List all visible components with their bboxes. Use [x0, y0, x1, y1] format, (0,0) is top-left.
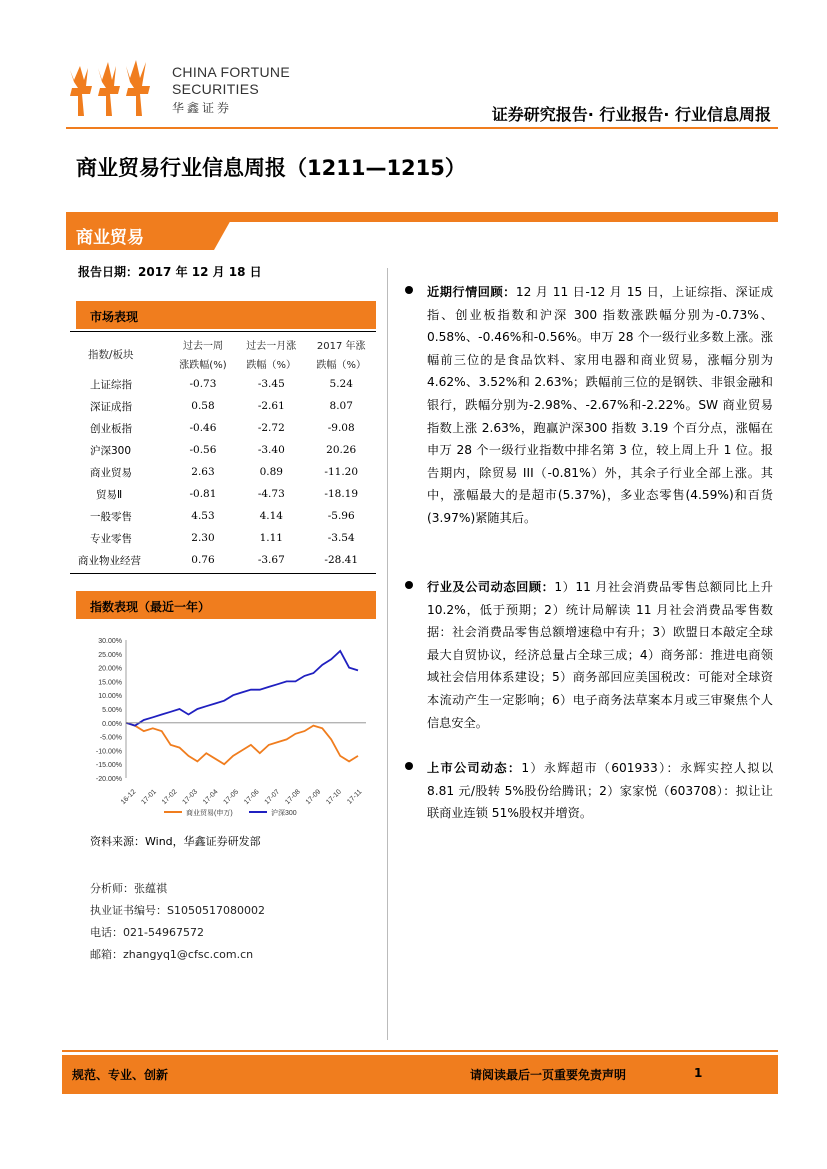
table-row	[70, 395, 376, 417]
bullet-label: 近期行情回顾：	[427, 285, 516, 299]
row-week: 2.30	[191, 532, 215, 544]
bullet-industry-news	[405, 576, 773, 734]
x-tick-label: 17-04	[201, 788, 220, 807]
bullet-icon	[405, 762, 413, 770]
chart-heading: 指数表现（最近一年）	[76, 591, 376, 619]
x-tick-label: 17-08	[284, 788, 302, 807]
bullet-company-news	[405, 757, 773, 825]
bullet-market-review	[405, 281, 773, 530]
footer-motto: 规范、专业、创新	[72, 1068, 169, 1082]
y-tick-label: -15.00%	[95, 762, 122, 770]
logo-line2: SECURITIES	[172, 81, 260, 97]
row-name: 深证成指	[90, 400, 132, 413]
row-year: -28.41	[324, 554, 359, 566]
row-name: 专业零售	[90, 532, 132, 545]
bullet-text: 1）永辉超市（601933）：永辉实控人拟以 8.81 元/股转 5%股份给腾讯；2）家家悦（603708）：拟让让联商业连锁 51%股权并增资。	[427, 761, 774, 821]
market-table-bottom	[70, 573, 376, 574]
bullet-icon	[405, 581, 413, 589]
row-year: -5.96	[327, 510, 355, 522]
col3-line2: 跌幅（%）	[316, 360, 366, 371]
col1-line2: 涨跌幅(%)	[179, 360, 227, 371]
row-week: 0.76	[191, 554, 215, 566]
bullet-label: 行业及公司动态回顾：	[427, 580, 555, 594]
table-row	[70, 439, 376, 461]
x-tick-label: 17-09	[304, 788, 323, 807]
y-tick-label: 25.00%	[98, 651, 122, 659]
analyst-email[interactable]: 邮箱：zhangyq1@cfsc.com.cn	[90, 948, 254, 961]
table-row	[70, 505, 376, 527]
table-header-row	[70, 335, 376, 354]
table-row	[70, 417, 376, 439]
x-tick-label: 17-03	[181, 788, 200, 807]
bullet-text: 1）11 月社会消费品零售总额同比上升 10.2%，低于预期；2）统计局解读 11 月社会消费品零售数据：社会消费品零售总额增速稳中有升；3）欧盟日本敲定全球最大自贸协议，经济总量占全球三成；4）商务部：推进电商领域社会信用体系建设；5）商务部回应美国税改：可能对全球资本流动产生一定影响；6）电子商务法草案本月或三审聚焦个人信息安全。	[427, 580, 773, 730]
row-month: -3.45	[257, 378, 285, 390]
x-tick-label: 17-01	[140, 788, 158, 807]
row-week: -0.46	[189, 422, 217, 434]
industry-tab: 商业贸易	[66, 218, 214, 250]
logo-wordmark	[172, 64, 290, 98]
col-label: 指数/板块	[88, 348, 134, 361]
market-heading: 市场表现	[76, 301, 376, 329]
series-line-1	[126, 651, 358, 726]
row-month: -2.61	[257, 400, 285, 412]
market-table	[70, 335, 376, 571]
row-name: 商业贸易	[90, 466, 132, 479]
row-month: 0.89	[259, 466, 283, 478]
row-year: -9.08	[327, 422, 355, 434]
col3-line1: 2017 年涨	[316, 341, 366, 352]
row-name: 上证综指	[90, 378, 132, 391]
analyst-license: 执业证书编号：S1050517080002	[90, 904, 265, 917]
table-row	[70, 527, 376, 549]
market-table-top	[70, 331, 376, 332]
row-month: -3.67	[257, 554, 285, 566]
row-month: -2.72	[257, 422, 285, 434]
table-row	[70, 373, 376, 395]
x-tick-label: 17-11	[346, 788, 364, 806]
x-tick-label: 17-07	[263, 788, 282, 807]
series-line-0	[126, 723, 358, 764]
row-week: 0.58	[191, 400, 215, 412]
bullet-icon	[405, 286, 413, 294]
col2-line1: 过去一月涨	[246, 341, 297, 352]
y-tick-label: 5.00%	[102, 707, 122, 714]
x-tick-label: 17-10	[325, 788, 343, 807]
row-year: -11.20	[324, 466, 359, 478]
y-tick-label: 20.00%	[98, 665, 122, 673]
col1-line1: 过去一周	[182, 341, 223, 352]
legend-label: 沪深300	[271, 810, 297, 817]
row-week: -0.73	[189, 378, 217, 390]
company-logo	[66, 56, 162, 120]
row-week: -0.56	[189, 444, 217, 456]
logo-chinese: 华鑫证券	[172, 101, 233, 115]
y-tick-label: 30.00%	[98, 638, 122, 645]
y-tick-label: -5.00%	[99, 734, 122, 742]
source-note: 资料来源：Wind，华鑫证券研发部	[90, 835, 261, 848]
y-tick-label: 15.00%	[98, 679, 122, 687]
row-name: 沪深300	[90, 444, 132, 457]
row-name: 商业物业经营	[78, 554, 141, 567]
y-tick-label: -10.00%	[95, 748, 122, 756]
table-row	[70, 461, 376, 483]
header-divider	[66, 127, 778, 129]
index-chart-svg	[84, 628, 374, 828]
y-tick-label: -20.00%	[95, 776, 122, 783]
report-date: 报告日期：2017 年 12 月 18 日	[78, 265, 262, 279]
legend-label: 商业贸易(申万)	[186, 810, 233, 817]
row-name: 创业板指	[90, 422, 132, 435]
page-footer	[62, 1055, 778, 1094]
x-tick-label: 17-05	[222, 788, 241, 807]
row-name: 一般零售	[90, 510, 132, 523]
x-tick-label: 17-02	[160, 788, 179, 807]
row-year: 8.07	[329, 400, 353, 412]
row-year: 20.26	[326, 444, 357, 456]
footer-rule	[62, 1050, 778, 1052]
y-tick-label: 10.00%	[98, 693, 122, 701]
row-month: 4.14	[259, 510, 283, 522]
analyst-name: 分析师：张蕴祺	[90, 882, 167, 895]
row-year: -3.54	[327, 532, 355, 544]
x-tick-label: 17-06	[243, 788, 261, 807]
analyst-phone: 电话：021-54967572	[90, 926, 204, 939]
row-year: -18.19	[324, 488, 359, 500]
row-week: -0.81	[189, 488, 217, 500]
col2-line2: 跌幅（%）	[246, 360, 297, 371]
table-row	[70, 549, 376, 571]
row-month: -3.40	[257, 444, 285, 456]
row-week: 4.53	[191, 510, 215, 522]
x-tick-label: 16-12	[119, 788, 138, 807]
report-category: 证券研究报告· 行业报告· 行业信息周报	[491, 105, 771, 124]
analyst-info	[90, 878, 265, 966]
table-row	[70, 483, 376, 505]
index-chart	[84, 628, 374, 828]
page-number: 1	[694, 1066, 703, 1080]
page-title: 商业贸易行业信息周报（1211—1215）	[76, 156, 466, 180]
row-month: -4.73	[257, 488, 285, 500]
y-tick-label: 0.00%	[102, 720, 122, 728]
bullet-label: 上市公司动态：	[427, 761, 522, 775]
row-week: 2.63	[191, 466, 215, 478]
row-month: 1.11	[259, 532, 283, 544]
row-year: 5.24	[329, 378, 353, 390]
bullet-text: 12 月 11 日-12 月 15 日，上证综指、深证成指、创业板指数和沪深 300 指数涨跌幅分别为-0.73%、0.58%、-0.46%和-0.56%。申万 28 个一级行业多数上涨。涨幅前三位的是食品饮料、家用电器和商业贸易，涨幅分别为 4.62%、3.52%和 2.63%；跌幅前三位的是钢铁、非银金融和银行，跌幅分别为-2.98%、-2.67%和-2.22%。SW 商业贸易指数上涨 2.63%，跑赢沪深300 指数 3.19 个百分点，涨幅在申万 28 个一级行业指数中排名第 3 位，较上周上升 1 位。报告期内，除贸易 III（-0.81%）外，其余子行业全部上涨。其中，涨幅最大的是超市(5.37%)，多业态零售(4.59%)和百货(3.97%)紧随其后。	[427, 285, 774, 525]
column-divider	[387, 268, 388, 1040]
logo-line1: CHINA FORTUNE	[172, 64, 290, 80]
row-name: 贸易Ⅱ	[96, 488, 123, 501]
footer-disclaimer[interactable]: 请阅读最后一页重要免责声明	[470, 1068, 627, 1082]
